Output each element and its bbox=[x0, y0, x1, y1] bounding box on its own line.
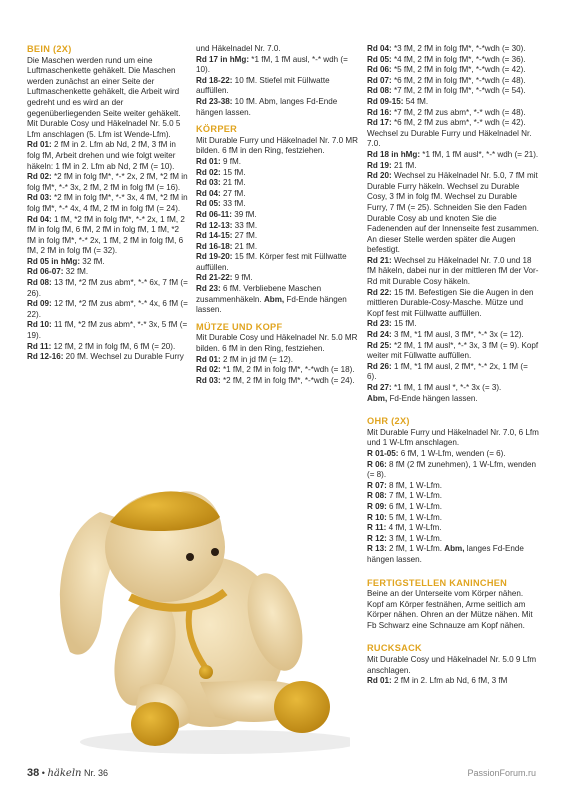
row-key: Rd 18-22: bbox=[196, 75, 233, 85]
row-text: 15 fM. bbox=[220, 167, 246, 177]
row-item bbox=[367, 394, 539, 405]
row-key: Abm, bbox=[367, 393, 388, 403]
row-key: R 13: bbox=[367, 544, 387, 554]
row-text: *6 fM, 2 fM zus abm*, *-* wdh (= 42). Wechsel zu Durable Furry und Häkelnadel Nr. 7.0. bbox=[367, 118, 532, 149]
row-key: Rd 05: bbox=[367, 54, 392, 64]
row-item bbox=[367, 481, 539, 492]
row-item bbox=[367, 150, 539, 161]
row-item bbox=[196, 252, 359, 273]
row-text: 10 fM. Abm, langes Fd-Ende hängen lassen. bbox=[196, 96, 338, 117]
bunny-photo bbox=[30, 452, 350, 760]
row-key: R 11: bbox=[367, 523, 387, 533]
row-item bbox=[367, 65, 539, 76]
row-text: 7 fM, 1 W-Lfm. bbox=[386, 491, 442, 501]
row-key: Rd 09-15: bbox=[367, 96, 404, 106]
row-item bbox=[367, 55, 539, 66]
row-item bbox=[367, 544, 539, 565]
row-text: 15 fM. Körper fest mit Füllwatte auffüllen. bbox=[196, 252, 347, 272]
row-text: 15 fM. Befestigen Sie die Augen in den mittleren Durable-Cosy-Masche. Mütze und Kopf fest mit Füllwatte auffüllen. bbox=[367, 287, 534, 318]
muetze-intro: Mit Durable Cosy und Häkelnadel Nr. 5.0 MR bilden. 6 fM in den Ring, festziehen. bbox=[196, 333, 358, 354]
row-item bbox=[27, 172, 190, 193]
row-text: 39 fM. bbox=[232, 209, 257, 219]
heading-bein: BEIN (2X) bbox=[27, 44, 72, 54]
row-key: Rd 04: bbox=[196, 188, 221, 198]
row-item bbox=[196, 365, 359, 376]
row-key: Rd 01: bbox=[196, 354, 221, 364]
row-item bbox=[27, 257, 190, 268]
row-key: Rd 10: bbox=[27, 320, 52, 330]
row-key: Rd 01: bbox=[196, 156, 221, 166]
row-key: Rd 20: bbox=[367, 171, 392, 181]
row-text: 1 fM, *1 fM ausl, 2 fM*, *-* 2x, 1 fM (= 6). bbox=[367, 361, 528, 382]
row-key: Rd 26: bbox=[367, 361, 392, 371]
row-item bbox=[27, 320, 190, 341]
row-key: Rd 02: bbox=[196, 365, 221, 375]
row-item bbox=[367, 502, 539, 513]
rucksack-intro: Mit Durable Cosy und Häkelnadel Nr. 5.0 9 Lfm anschlagen. bbox=[367, 655, 537, 675]
row-item bbox=[196, 76, 359, 97]
row-text: 32 fM. bbox=[80, 256, 105, 266]
row-list bbox=[367, 44, 539, 394]
footer-bullet: • bbox=[41, 768, 45, 778]
row-item bbox=[367, 86, 539, 97]
row-item bbox=[27, 299, 190, 320]
row-item bbox=[196, 199, 359, 210]
row-text: 5 fM, 1 W-Lfm. bbox=[386, 512, 442, 522]
row-text: 27 fM. bbox=[220, 188, 246, 198]
row-text: *3 fM, 2 fM in folg fM*, *-*wdh (= 30). bbox=[391, 44, 526, 53]
row-text: 2 fM in 2. Lfm ab Nd, 6 fM, 3 fM bbox=[391, 676, 508, 686]
row-item bbox=[196, 168, 359, 179]
row-key: Rd 06: bbox=[367, 65, 392, 75]
intro-paragraph: Die Maschen werden rund um eine Luftmaschenkette gehäkelt. Die Maschen werden zunächst an einer Seite der Luftmaschenkette gehäkelt, die Arbeit wird gedreht und es wird an der gegenüberliegenden Seite weiter gehäkelt. Mit Durable Cosy und Häkelnadel Nr. 5.0 5 Lfm anschlagen (5. Lfm ist Wende-Lfm). bbox=[27, 55, 181, 139]
row-text: Wechsel zu Häkelnadel Nr. 5.0, 7 fM mit Durable Furry häkeln. Wechsel zu Durable Cosy, 3 fM in folg fM. Wechsel zu Durable Furry, 7 fM (= 25). Schneiden Sie den Faden Durable Cosy ab und knoten Sie die Fadenenden auf der Innenseite fest zusammen. An dieser Stelle werden später die Augen befestigt. bbox=[367, 171, 539, 255]
row-text: 9 fM. bbox=[220, 156, 241, 166]
row-item bbox=[367, 97, 539, 108]
row-key: Rd 22: bbox=[367, 287, 392, 297]
row-key: Rd 25: bbox=[367, 340, 392, 350]
row-key: Rd 18 in hMg: bbox=[367, 149, 421, 159]
row-key: Rd 24: bbox=[367, 330, 392, 340]
row-text: 2 fM in jd fM (= 12). bbox=[220, 354, 293, 364]
row-key: Rd 23-38: bbox=[196, 96, 233, 106]
row-text: 32 fM. bbox=[63, 267, 89, 277]
row-key: Rd 04: bbox=[27, 214, 52, 224]
row-list bbox=[27, 140, 190, 362]
heading-fertigstellen: FERTIGSTELLEN KANINCHEN bbox=[367, 577, 508, 588]
row-text: 10 fM. Stiefel mit Füllwatte auffüllen. bbox=[196, 75, 330, 96]
row-key: R 06: bbox=[367, 459, 387, 469]
row-key: Rd 21-22: bbox=[196, 273, 233, 283]
row-text: 12 fM, 2 fM in folg fM, 6 fM (= 20). bbox=[51, 341, 176, 351]
row-text: 15 fM. bbox=[391, 319, 417, 329]
row-item bbox=[27, 267, 190, 278]
row-key: Rd 23: bbox=[367, 319, 392, 329]
row-item bbox=[367, 319, 539, 330]
row-key: Rd 03: bbox=[27, 193, 52, 203]
row-list bbox=[367, 449, 539, 544]
row-key: Rd 17 in hMg: bbox=[196, 54, 250, 64]
row-text: *1 fM, 2 fM in folg fM*, *-*wdh (= 18). bbox=[220, 365, 355, 375]
row-key: Rd 05: bbox=[196, 199, 221, 209]
row-key: Rd 16-18: bbox=[196, 241, 233, 251]
row-text: 11 fM, *2 fM zus abm*, *-* 3x, 5 fM (= 19). bbox=[27, 320, 188, 341]
ohr-intro: Mit Durable Furry und Häkelnadel Nr. 7.0, 6 Lfm und 1 W-Lfm anschlagen. bbox=[367, 427, 539, 448]
row-item bbox=[367, 362, 539, 383]
row-key: R 12: bbox=[367, 533, 387, 543]
row-item bbox=[367, 330, 539, 341]
row-item bbox=[367, 383, 539, 394]
row-item bbox=[367, 256, 539, 288]
issue-number: Nr. 36 bbox=[83, 768, 108, 778]
column-right bbox=[367, 44, 539, 687]
row-text: *6 fM, 2 fM in folg fM*, *-*wdh (= 48). bbox=[391, 75, 526, 85]
row-item bbox=[196, 355, 359, 366]
row-text: Fd-Ende hängen lassen. bbox=[387, 393, 478, 403]
heading-muetze: MÜTZE UND KOPF bbox=[196, 321, 283, 332]
row-list bbox=[196, 355, 359, 387]
row-key: Rd 03: bbox=[196, 375, 221, 385]
row-key: R 10: bbox=[367, 512, 387, 522]
row-item bbox=[367, 491, 539, 502]
row-text: *2 fM in folg fM*, *-* 2x, 2 fM, *2 fM in folg fM*, *-* 3x, 2 fM, 2 fM in folg fM (= 16). bbox=[27, 172, 188, 192]
row-key: Rd 23: bbox=[196, 284, 221, 294]
row-text: *4 fM, 2 fM in folg fM*, *-*wdh (= 36). bbox=[391, 54, 526, 64]
row-key: Rd 05 in hMg: bbox=[27, 256, 81, 266]
row-text: *1 fM, 1 fM ausl*, *-* wdh (= 21). bbox=[420, 149, 539, 159]
row-text: *7 fM, 2 fM zus abm*, *-* wdh (= 48). bbox=[391, 107, 526, 117]
row-text: 3 fM, *1 fM ausl, 3 fM*, *-* 3x (= 12). bbox=[391, 330, 524, 340]
row-key: Rd 08: bbox=[27, 278, 52, 288]
row-text: 2 fM, 1 W-Lfm. bbox=[386, 544, 445, 554]
row-item bbox=[196, 284, 359, 316]
row-key: Rd 01: bbox=[27, 140, 52, 150]
row-item bbox=[367, 288, 539, 320]
row-item bbox=[367, 523, 539, 534]
row-text: *1 fM, 1 fM ausl *, *-* 3x (= 3). bbox=[391, 383, 502, 392]
row-key: Rd 27: bbox=[367, 383, 392, 392]
row-item bbox=[367, 449, 539, 460]
row-text: 13 fM, *2 fM zus abm*, *-* 6x, 7 fM (= 26). bbox=[27, 278, 188, 298]
row-text: *2 fM, 1 fM ausl*, *-* 3x, 3 fM (= 9). Kopf weiter mit Füllwatte auffüllen. bbox=[367, 340, 539, 361]
row-text: *1 fM, 1 fM ausl, *-* wdh (= 10). bbox=[196, 54, 348, 75]
row-item bbox=[196, 189, 359, 200]
row-item bbox=[367, 108, 539, 119]
row-text: 12 fM, *2 fM zus abm*, *-* 4x, 6 fM (= 22). bbox=[27, 299, 188, 319]
row-key: Abm, bbox=[444, 544, 465, 554]
watermark: PassionForum.ru bbox=[467, 768, 536, 778]
row-key: Rd 08: bbox=[367, 86, 392, 96]
row-key: Rd 19: bbox=[367, 160, 392, 170]
row-item bbox=[196, 376, 359, 387]
row-list bbox=[196, 55, 359, 119]
intro-line: und Häkelnadel Nr. 7.0. bbox=[196, 44, 281, 53]
row-item bbox=[27, 215, 190, 257]
row-key: Rd 09: bbox=[27, 299, 52, 309]
row-item bbox=[367, 44, 539, 55]
row-text: 2 fM in 2. Lfm ab Nd, 2 fM, 3 fM in folg fM, Arbeit drehen und wie folgt weiter häkeln: 1 fM in 2. Lfm ab Nd, 2 fM (= 10). bbox=[27, 140, 176, 171]
row-key: Rd 07: bbox=[367, 75, 392, 85]
row-item bbox=[196, 55, 359, 76]
row-item bbox=[196, 231, 359, 242]
row-text: 8 fM (2 fM zunehmen), 1 W-Lfm, wenden (= 8). bbox=[367, 459, 536, 480]
fertigstellen-text: Beine an der Unterseite vom Körper nähen. Kopf am Körper festnähen, Arme seitlich am Körper nähen. Ohren an der Mütze nähen. Mit Fb Schwarz eine Schnauze am Kopf nähen. bbox=[367, 589, 533, 630]
row-key: Rd 12-13: bbox=[196, 220, 233, 230]
row-item bbox=[367, 676, 539, 687]
row-list bbox=[196, 157, 359, 284]
page-footer bbox=[27, 767, 108, 779]
row-text: 8 fM, 1 W-Lfm. bbox=[386, 480, 442, 490]
row-item bbox=[196, 242, 359, 253]
row-text: Wechsel zu Häkelnadel Nr. 7.0 und 18 fM häkeln, dabei nur in der mittleren fM der Vor-Rd mit Durable Cosy häkeln. bbox=[367, 255, 539, 287]
row-text: 21 fM. bbox=[232, 241, 258, 251]
row-item bbox=[367, 118, 539, 150]
row-item bbox=[27, 278, 190, 299]
row-item bbox=[27, 193, 190, 214]
row-text: *5 fM, 2 fM in folg fM*, *-*wdh (= 42). bbox=[391, 65, 526, 75]
row-key: Rd 02: bbox=[196, 167, 221, 177]
row-item bbox=[27, 140, 190, 172]
row-text: 27 fM. bbox=[232, 231, 258, 241]
row-item bbox=[367, 76, 539, 87]
row-text: *7 fM, 2 fM in folg fM*, *-*wdh (= 54). bbox=[391, 86, 526, 96]
row-key: Rd 16: bbox=[367, 107, 392, 117]
row-item bbox=[367, 341, 539, 362]
koerper-intro: Mit Durable Furry und Häkelnadel Nr. 7.0 MR bilden. 6 fM in den Ring, festziehen. bbox=[196, 135, 358, 156]
row-text: 6 fM, 1 W-Lfm. bbox=[386, 501, 442, 511]
column-left bbox=[27, 44, 190, 363]
row-key: R 07: bbox=[367, 480, 387, 490]
row-text: *2 fM in folg fM*, *-* 3x, 4 fM, *2 fM in folg fM*, *-* 4x, 4 fM, 2 fM in folg fM (= 24). bbox=[27, 193, 188, 213]
row-text: Fd-Ende hängen lassen. bbox=[196, 294, 347, 315]
row-text: 9 fM. bbox=[232, 273, 253, 283]
heading-ohr: OHR (2X) bbox=[367, 416, 410, 427]
row-key: Rd 03: bbox=[196, 178, 221, 188]
row-item bbox=[367, 171, 539, 256]
row-key: Rd 06-07: bbox=[27, 267, 64, 277]
row-key: Rd 12-16: bbox=[27, 352, 64, 362]
row-text: 33 fM. bbox=[232, 220, 258, 230]
row-key: R 01-05: bbox=[367, 448, 399, 458]
row-text: 21 fM. bbox=[220, 178, 246, 188]
row-key: Rd 06-11: bbox=[196, 209, 232, 219]
row-item bbox=[196, 210, 359, 221]
column-middle bbox=[196, 44, 359, 386]
row-key: Rd 01: bbox=[367, 676, 392, 686]
row-key: Rd 21: bbox=[367, 255, 392, 265]
row-key: Abm, bbox=[263, 294, 285, 304]
heading-koerper: KÖRPER bbox=[196, 124, 238, 135]
row-item bbox=[27, 342, 190, 353]
row-text: *2 fM, 2 fM in folg fM*, *-*wdh (= 24). bbox=[220, 375, 355, 385]
row-item bbox=[367, 161, 539, 172]
row-item bbox=[196, 157, 359, 168]
page-number: 38 bbox=[27, 767, 40, 779]
row-text: 3 fM, 1 W-Lfm. bbox=[386, 533, 442, 543]
row-key: Rd 04: bbox=[367, 44, 392, 53]
row-key: Rd 17: bbox=[367, 118, 392, 128]
row-text: 21 fM. bbox=[391, 160, 417, 170]
row-text: 20 fM. Wechsel zu Durable Furry bbox=[63, 352, 184, 362]
row-text: 54 fM. bbox=[403, 96, 429, 106]
row-text: 4 fM, 1 W-Lfm. bbox=[386, 523, 442, 533]
row-key: Rd 19-20: bbox=[196, 252, 233, 262]
row-text: langes Fd-Ende hängen lassen. bbox=[367, 544, 524, 564]
row-item bbox=[196, 97, 359, 118]
row-key: R 08: bbox=[367, 491, 387, 501]
row-text: 6 fM, 1 W-Lfm, wenden (= 6). bbox=[398, 448, 506, 458]
heading-rucksack: RUCKSACK bbox=[367, 643, 422, 654]
row-key: Rd 14-15: bbox=[196, 231, 233, 241]
row-key: R 09: bbox=[367, 501, 387, 511]
row-item bbox=[367, 534, 539, 545]
magazine-logo: häkeln bbox=[47, 768, 82, 779]
row-key: Rd 02: bbox=[27, 172, 52, 182]
row-text: 1 fM, *2 fM in folg fM*, *-* 2x, 1 fM, 2 fM in folg fM, 6 fM, 2 fM in folg fM, 1 fM, *2 fM in folg fM*, *-* 2x, 1 fM, 2 fM in folg fM, 6 fM, 2 fM in folg fM (= 32). bbox=[27, 214, 185, 256]
row-item bbox=[367, 460, 539, 481]
row-item bbox=[27, 352, 190, 363]
row-text: 6 fM. Verbliebene Maschen zusammenhäkeln. bbox=[196, 284, 322, 304]
row-item bbox=[367, 513, 539, 524]
row-item bbox=[196, 273, 359, 284]
row-key: Rd 11: bbox=[27, 341, 52, 351]
row-item bbox=[196, 221, 359, 232]
row-text: 33 fM. bbox=[220, 199, 246, 209]
row-item bbox=[196, 178, 359, 189]
